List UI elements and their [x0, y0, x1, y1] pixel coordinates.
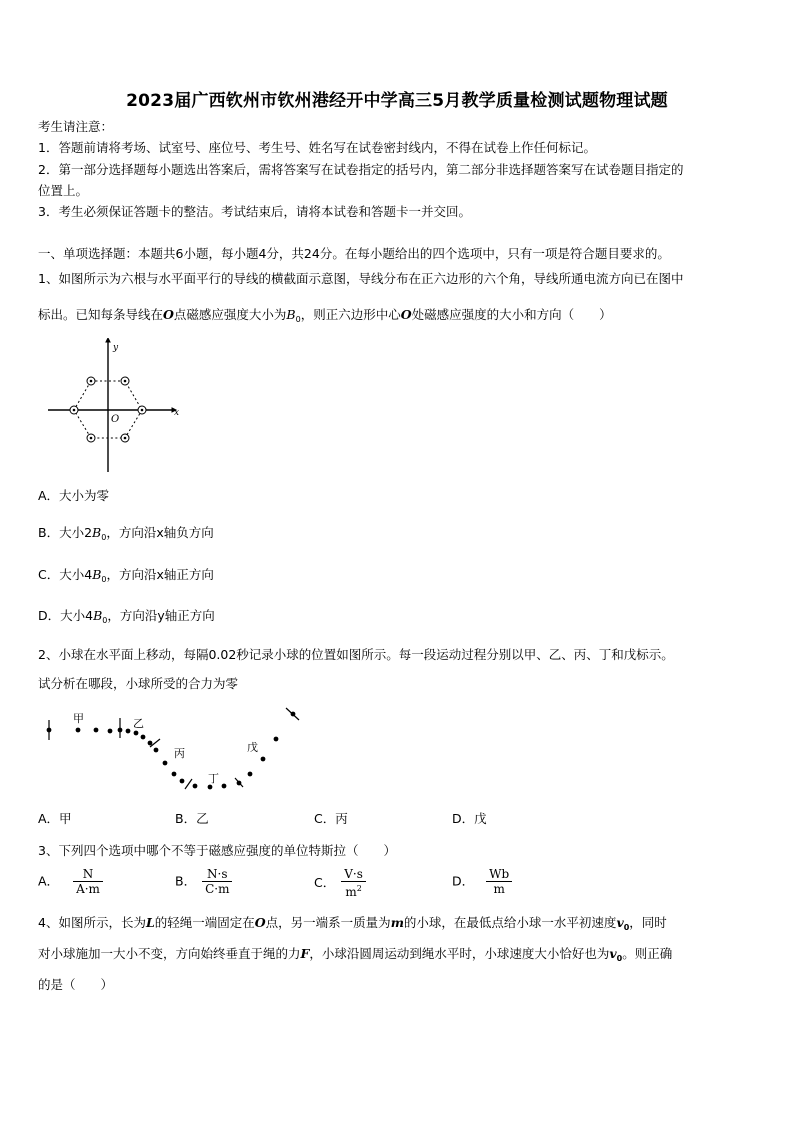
- q3-option-d[interactable]: D． $\frac{Wb}{m}$: [452, 867, 512, 896]
- y-axis-arrow-icon: [106, 338, 110, 342]
- x-axis-label: x: [174, 408, 180, 418]
- q1-option-d[interactable]: D．大小$4B_0$，方向沿y轴正方向: [38, 608, 215, 625]
- q2-option-a[interactable]: A．甲: [38, 811, 72, 826]
- notice-item: 1．答题前请将考场、试室号、座位号、考生号、姓名写在试卷密封线内，不得在试卷上作任何标记。: [38, 140, 596, 155]
- page-title: 2023届广西钦州市钦州港经开中学高三5月教学质量检测试题物理试题: [126, 91, 668, 111]
- q4-stem-line1: 4、如图所示，长为L的轻绳一端固定在O点，另一端系一质量为m的小球，在最低点给小球一水平初速度$v_0$，同时: [38, 915, 667, 932]
- wire-dot-icon: [121, 377, 129, 385]
- wire-dot-icon: [87, 377, 95, 385]
- q1-option-b[interactable]: B．大小$2B_0$，方向沿x轴负方向: [38, 525, 214, 542]
- segment-label: 丙: [174, 747, 185, 760]
- q2-option-c[interactable]: C．丙: [314, 811, 348, 826]
- q2-stem-line1: 2、小球在水平面上移动，每隔0.02秒记录小球的位置如图所示。每一段运动过程分别以甲、乙、丙、丁和戊标示。: [38, 647, 674, 662]
- wire-dot-icon: [70, 406, 78, 414]
- q3-stem: 3、下列四个选项中哪个不等于磁感应强度的单位特斯拉（ ）: [38, 843, 396, 858]
- q1-stem-line2: 标出。已知每条导线在O点磁感应强度大小为$B_0$，则正六边形中心O处磁感应强度的大小和方向（ ）: [38, 307, 612, 324]
- q2-trajectory-figure: [40, 702, 310, 802]
- q2-option-b[interactable]: B．乙: [175, 811, 209, 826]
- segment-label: 戊: [247, 741, 258, 754]
- segment-label: 甲: [73, 712, 84, 725]
- q4-stem-line3: 的是（ ）: [38, 977, 114, 992]
- q1-option-a[interactable]: A．大小为零: [38, 488, 110, 503]
- notice-heading: 考生请注意：: [38, 119, 114, 134]
- notice-item: 3．考生必须保证答题卡的整洁。考试结束后，请将本试卷和答题卡一并交回。: [38, 204, 471, 219]
- q2-stem-line2: 试分析在哪段，小球所受的合力为零: [38, 676, 239, 691]
- q1-option-c[interactable]: C．大小$4B_0$，方向沿x轴正方向: [38, 567, 214, 584]
- q4-stem-line2: 对小球施加一大小不变，方向始终垂直于绳的力F，小球沿圆周运动到绳水平时，小球速度大小恰好也为$v_0$。则正确: [38, 946, 673, 963]
- q3-option-c[interactable]: C． $\frac{V\cdot s}{m^2}$: [314, 867, 366, 899]
- wire-dot-icon: [121, 434, 129, 442]
- segment-label: 乙: [133, 717, 144, 730]
- wire-dot-icon: [87, 434, 95, 442]
- notice-item: 位置上。: [38, 183, 89, 198]
- notice-item: 2．第一部分选择题每小题选出答案后，需将答案写在试卷指定的括号内，第二部分非选择题答案写在试卷题目指定的: [38, 162, 684, 177]
- y-axis-label: y: [113, 343, 119, 353]
- origin-label: O: [111, 414, 120, 425]
- segment-label: 丁: [208, 772, 219, 785]
- q2-option-d[interactable]: D．戊: [452, 811, 487, 826]
- wire-dot-icon: [138, 406, 146, 414]
- section-heading: 一、单项选择题：本题共6小题，每小题4分，共24分。在每小题给出的四个选项中，只有一项是符合题目要求的。: [38, 246, 670, 261]
- q1-stem-line1: 1、如图所示为六根与水平面平行的导线的横截面示意图，导线分布在正六边形的六个角，导线所通电流方向已在图中: [38, 271, 684, 286]
- q3-option-a[interactable]: A． $\frac{N}{A\cdot m}$: [38, 867, 103, 896]
- q1-hexagon-figure: [40, 338, 190, 478]
- q3-option-b[interactable]: B． $\frac{N\cdot s}{C\cdot m}$: [175, 867, 232, 896]
